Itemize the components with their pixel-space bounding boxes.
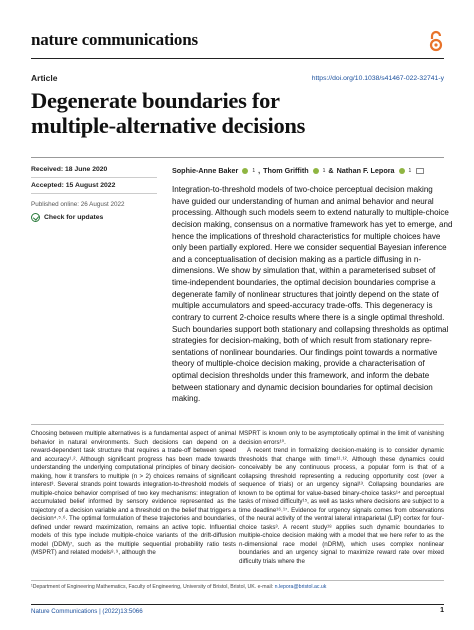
- footnote-email[interactable]: n.lepora@bristol.ac.uk: [274, 584, 327, 590]
- abstract-line: multiple accumulators and speed-accuracy trade-offs. This degeneracy is: [172, 301, 433, 311]
- body-paragraph: A recent trend in formalizing decision-making is to consider dynamic thresholds that change with time¹¹˒¹². Although these dynamics could conceivably be any continuous process, a popular form is that of a collapsing threshold representing a reducing opportunity cost (over a sequence of trials) or an urgency signal¹³. Collapsing boundaries are known to be optimal for value-based binary-choice tasks¹⁴ and perceptual tasks of mixed difficulty¹⁵, as well as tasks where decisions are subject to a time deadline¹⁶˒¹⁷. Evidence for urgency signals comes from observations of the neural activity of the ventral lateral intraparietal (LIP) cortex for four-choice tasks³. A recent study¹⁸ applies such dynamic boundaries to multiple-choice decision making with a model that we here refer to as the n-dimensional race model (nDRM), which uses complex nonlinear boundaries and an urgency signal to maximize reward rate over mixed difficulty trials where the: [239, 447, 445, 565]
- footnote-text: ¹Department of Engineering Mathematics, Faculty of Engineering, University of Bristol, Bristol, UK.: [31, 584, 257, 590]
- body-column-right: [239, 430, 444, 566]
- abstract-line: only been partially explored. Here we consider sequential Bayesian inference: [172, 243, 447, 253]
- journal-name[interactable]: nature communications: [31, 30, 198, 49]
- open-access-icon: [428, 30, 444, 52]
- author-name[interactable]: Nathan F. Lepora: [336, 166, 395, 175]
- affiliation-mark: 1: [252, 167, 256, 174]
- abstract: [172, 184, 453, 405]
- abstract-line: Such boundaries support both stationary and collapsing thresholds as optimal: [172, 324, 449, 334]
- abstract-line: strategies for decision-making, both of which result from stationary repre-: [172, 336, 432, 346]
- abstract-line: dimensions. We show by simulation that, within a parameterised subset of: [172, 266, 436, 276]
- footnote-rule: [31, 580, 444, 581]
- accepted-date: Accepted: 15 August 2022: [31, 182, 116, 189]
- article-type: Article: [31, 73, 58, 83]
- check-updates-icon: [31, 213, 40, 222]
- meta-divider: [31, 177, 157, 178]
- header-rule: [31, 58, 444, 59]
- abstract-line: have guided our understanding of human and animal behavior and neural: [172, 196, 434, 206]
- received-date: Received: 18 June 2020: [31, 166, 108, 173]
- citation[interactable]: Nature Communications | (2022)13:5066: [31, 608, 143, 615]
- affiliation-footnote: [31, 584, 444, 591]
- meta-divider: [31, 193, 157, 194]
- doi-link[interactable]: https://doi.org/10.1038/s41467-022-32741-y: [311, 75, 444, 82]
- check-updates-label: Check for updates: [44, 214, 104, 221]
- body-column-left: [31, 430, 236, 558]
- body-paragraph: MSPRT is known only to be asymptotically optimal in the limit of vanishing decision errors¹⁰.: [239, 430, 444, 446]
- author-separator: &: [328, 166, 334, 175]
- footnote-email-label: e-mail:: [257, 584, 274, 590]
- abstract-line: processing. Although such models seem to extend naturally to multiple-choice: [172, 208, 449, 218]
- orcid-icon[interactable]: [313, 168, 319, 174]
- affiliation-mark: 1: [408, 167, 412, 174]
- abstract-line: and a conceptualisation of decision making as a particle diffusing in n-: [172, 254, 422, 264]
- abstract-line: time-independent boundaries, the optimal decision boundaries comprise a: [172, 278, 436, 287]
- orcid-icon[interactable]: [399, 168, 405, 174]
- abstract-line: Integration-to-threshold models of two-choice perceptual decision making: [172, 185, 433, 194]
- affiliation-mark: 1: [322, 167, 326, 174]
- page-number: 1: [440, 607, 444, 614]
- abstract-line: theory of multiple-choice decision making, provide a characterisation of: [172, 359, 425, 369]
- title-rule: [31, 157, 444, 158]
- check-for-updates-button[interactable]: [31, 213, 103, 222]
- abstract-line: optimal decision thresholds under this framework, and inform the debate: [172, 371, 430, 380]
- author-name[interactable]: Thom Griffith: [263, 166, 309, 175]
- abstract-line: contrary to current 2-choice results where there is a single optimal threshold.: [172, 312, 445, 322]
- abstract-line: degenerate family of nonlinear structures that jointly depend on the state of: [172, 289, 439, 299]
- orcid-icon[interactable]: [242, 168, 248, 174]
- author-name[interactable]: Sophie-Anne Baker: [172, 166, 239, 175]
- abstract-rule: [31, 424, 444, 425]
- abstract-line: between stationary and dynamic decision boundaries for optimal decision: [172, 382, 433, 392]
- article-title: Degenerate boundaries for multiple-alternative decisions: [31, 88, 306, 138]
- abstract-line: sentations of nonlinear boundaries. Our findings point towards a normative: [172, 347, 438, 357]
- abstract-line: decision making, consensus on a normative framework has yet to emerge, and: [172, 219, 453, 229]
- email-icon[interactable]: [416, 168, 424, 174]
- footer-rule: [31, 604, 444, 605]
- abstract-line: making.: [172, 394, 201, 404]
- author-list: Sophie-Anne Baker 1 , Thom Griffith 1 & Nathan F. Lepora 1: [172, 166, 424, 175]
- body-paragraph: Choosing between multiple alternatives is a fundamental aspect of animal behavior in natural environments. Such decisions can depend on a reward-dependent task structure that requires a trade-off between speed and accuracy¹˒². Although significant progress has been made towards understanding the underlying computational principles of binary decision-making, how it transfers to multiple (n > 2) choices remains of significant interest³. Several strands point towards integration-to-threshold models of multiple-choice behavior comprised of two key mechanisms: integration of accumulated belief informed by sensory evidence represented as the trajectory of a decision variable and a threshold on the belief that triggers a decision⁴˒⁵˒⁶. The optimal formulation of these trajectories and boundaries, defined under reward maximization, remains an active topic. Influential models of this type include multiple-choice variants of the drift-diffusion model (DDM)⁷, such as the multiple sequential probability ratio tests (MSPRT) and related models⁸˒⁹, although the: [31, 430, 236, 556]
- abstract-line: hence the implications of threshold characteristics for multiple choices have: [172, 231, 441, 241]
- published-date: Published online: 26 August 2022: [31, 201, 125, 208]
